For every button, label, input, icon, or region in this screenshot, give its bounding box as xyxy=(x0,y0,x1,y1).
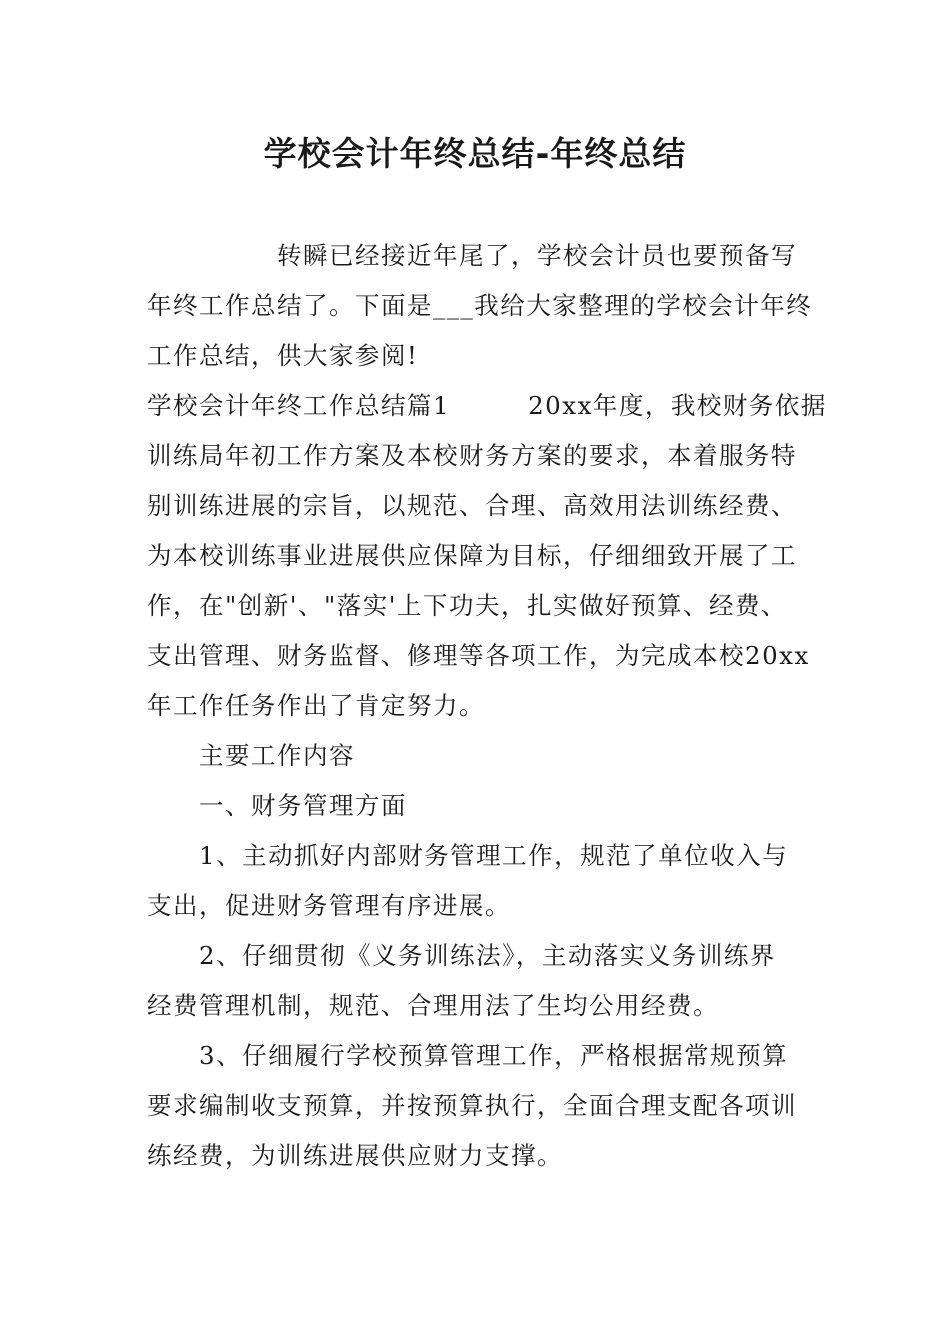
paragraph-line: 别训练进展的宗旨，以规范、合理、高效用法训练经费、 xyxy=(147,491,797,520)
section-heading: 一、财务管理方面 xyxy=(147,791,407,820)
paragraph-line: 学校会计年终工作总结篇1 20xx年度，我校财务依据 xyxy=(147,391,827,420)
paragraph-line: 练经费，为训练进展供应财力支撑。 xyxy=(147,1141,563,1170)
paragraph-line: 工作总结，供大家参阅! xyxy=(147,341,419,370)
paragraph-line: 2、仔细贯彻《义务训练法》，主动落实义务训练界 xyxy=(147,941,776,970)
section-heading: 主要工作内容 xyxy=(147,741,355,770)
document-body xyxy=(147,235,827,1185)
paragraph-line: 作，在"创新'、"落实'上下功夫，扎实做好预算、经费、 xyxy=(147,591,788,620)
paragraph-line: 3、仔细履行学校预算管理工作，严格根据常规预算 xyxy=(147,1041,789,1070)
paragraph-line: 支出，促进财务管理有序进展。 xyxy=(147,891,511,920)
paragraph-line: 转瞬已经接近年尾了，学校会计员也要预备写 xyxy=(147,241,797,270)
paragraph-line: 为本校训练事业进展供应保障为目标，仔细细致开展了工 xyxy=(147,541,797,570)
paragraph-line: 要求编制收支预算，并按预算执行，全面合理支配各项训 xyxy=(147,1091,797,1120)
paragraph-line: 年工作任务作出了肯定努力。 xyxy=(147,691,485,720)
paragraph-line: 训练局年初工作方案及本校财务方案的要求，本着服务特 xyxy=(147,441,797,470)
paragraph-line: 支出管理、财务监督、修理等各项工作，为完成本校20xx xyxy=(147,641,810,670)
paragraph-line: 年终工作总结了。下面是___我给大家整理的学校会计年终 xyxy=(147,291,813,320)
paragraph-line: 1、主动抓好内部财务管理工作，规范了单位收入与 xyxy=(147,841,789,870)
paragraph-line: 经费管理机制，规范、合理用法了生均公用经费。 xyxy=(147,991,719,1020)
document-title: 学校会计年终总结-年终总结 xyxy=(263,134,687,173)
